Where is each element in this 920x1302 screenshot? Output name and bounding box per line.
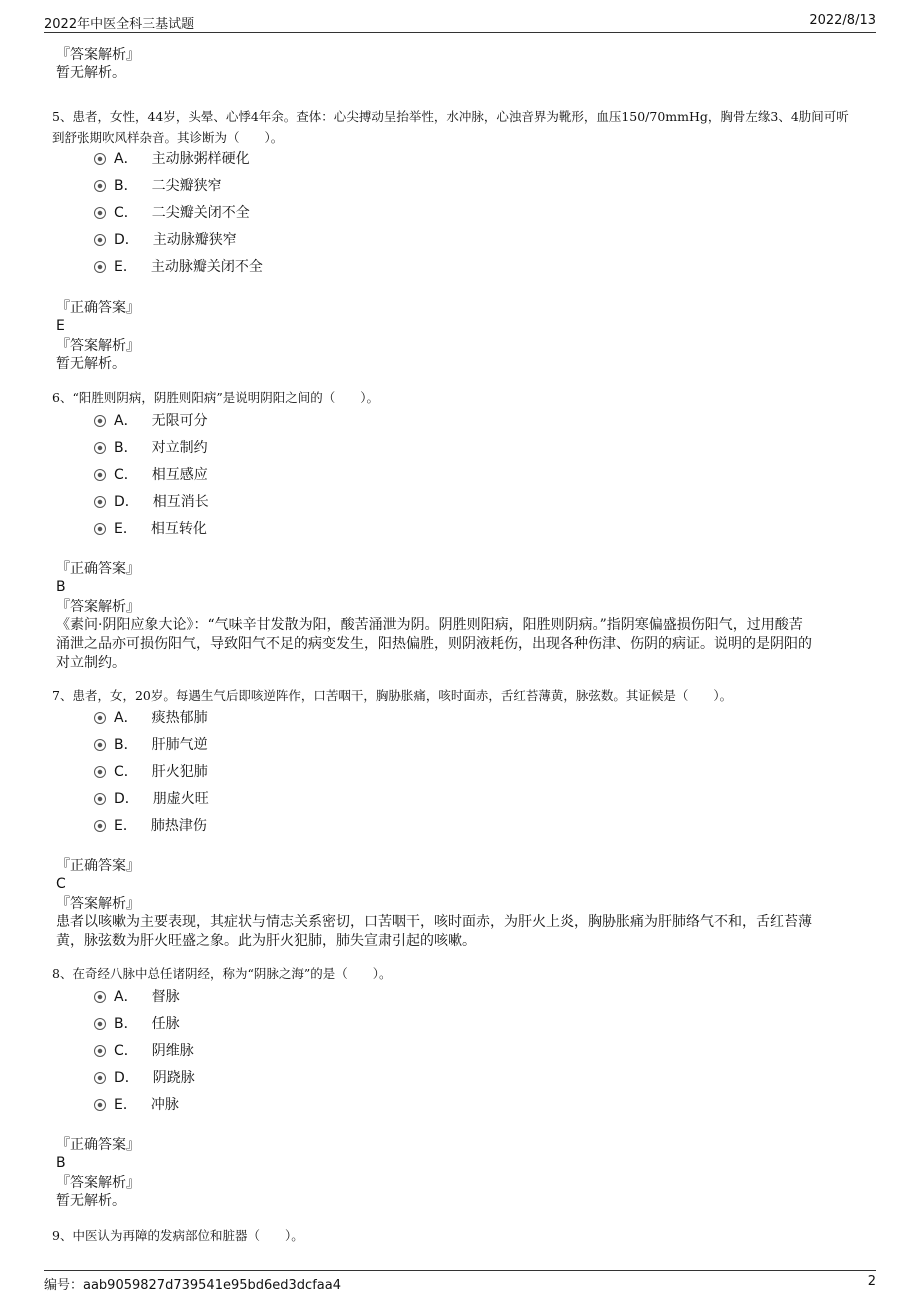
- radio-icon[interactable]: [94, 1099, 106, 1111]
- radio-icon[interactable]: [94, 1018, 106, 1030]
- analysis-text: 暂无解析。: [56, 65, 126, 81]
- option-d[interactable]: D． 相互消长: [94, 493, 209, 511]
- option-c[interactable]: C． 肝火犯肺: [94, 763, 208, 781]
- question-6-stem: 6、“阳胜则阴病，阴胜则阳病”是说明阴阳之间的（ ）。: [52, 390, 379, 405]
- question-7-stem: 7、患者，女，20岁。每遇生气后即咳逆阵作，口苦咽干，胸胁胀痛，咳时面赤，舌红苔薄黄，脉弦数。其证候是（ ）。: [52, 688, 733, 703]
- option-b[interactable]: B． 肝肺气逆: [94, 736, 208, 754]
- document-id: 编号：aab9059827d739541e95bd6ed3dcfaa4: [44, 1278, 341, 1293]
- correct-answer-label: 『正确答案』: [56, 1137, 140, 1153]
- radio-icon[interactable]: [94, 793, 106, 805]
- page-header: [44, 10, 876, 33]
- option-e[interactable]: E． 主动脉瓣关闭不全: [94, 258, 263, 276]
- question-9-stem: 9、中医认为再障的发病部位和脏器（ ）。: [52, 1228, 304, 1243]
- analysis-label: 『答案解析』: [56, 896, 140, 912]
- document-date: 2022/8/13: [809, 13, 876, 28]
- option-c[interactable]: C． 二尖瓣关闭不全: [94, 204, 250, 222]
- correct-answer-label: 『正确答案』: [56, 300, 140, 316]
- correct-answer: C: [56, 876, 66, 892]
- radio-icon[interactable]: [94, 234, 106, 246]
- radio-icon[interactable]: [94, 1072, 106, 1084]
- radio-icon[interactable]: [94, 469, 106, 481]
- question-8-stem: 8、在奇经八脉中总任诸阴经，称为“阴脉之海”的是（ ）。: [52, 966, 392, 981]
- radio-icon[interactable]: [94, 261, 106, 273]
- correct-answer-label: 『正确答案』: [56, 561, 140, 577]
- option-a[interactable]: A． 痰热郁肺: [94, 709, 208, 727]
- analysis-label: 『答案解析』: [56, 338, 140, 354]
- page-footer: [44, 1270, 876, 1293]
- analysis-text: 暂无解析。: [56, 1193, 126, 1209]
- option-e[interactable]: E． 冲脉: [94, 1096, 179, 1114]
- question-stem-line: 5、患者，女性，44岁，头晕、心悸4年余。查体：心尖搏动呈抬举性，水冲脉，心浊音界为靴形，血压150/70mmHg，胸骨左缘3、4肋间可听: [52, 109, 849, 124]
- question-5-stem: [52, 106, 872, 148]
- document-title: 2022年中医全科三基试题: [44, 17, 195, 32]
- radio-icon[interactable]: [94, 766, 106, 778]
- correct-answer-label: 『正确答案』: [56, 858, 140, 874]
- radio-icon[interactable]: [94, 820, 106, 832]
- option-e[interactable]: E． 相互转化: [94, 520, 207, 538]
- correct-answer: B: [56, 579, 66, 595]
- option-a[interactable]: A． 主动脉粥样硬化: [94, 150, 250, 168]
- radio-icon[interactable]: [94, 496, 106, 508]
- radio-icon[interactable]: [94, 1045, 106, 1057]
- radio-icon[interactable]: [94, 180, 106, 192]
- option-d[interactable]: D． 阴跷脉: [94, 1069, 195, 1087]
- radio-icon[interactable]: [94, 153, 106, 165]
- question-stem-line: 到舒张期吹风样杂音。其诊断为（ ）。: [52, 130, 284, 145]
- option-c[interactable]: C． 相互感应: [94, 466, 208, 484]
- analysis-text: 《素问·阴阳应象大论》：“气味辛甘发散为阳，酸苦涌泄为阴。阴胜则阳病，阳胜则阴病。”指阴寒偏盛损伤阳气，过用酸苦 涌泄之品亦可损伤阳气，导致阳气不足的病变发生，阳热偏胜，则阴液耗伤，出现各种伤津、伤阴的病证。说明的是阴阳的 对立制约。: [56, 617, 812, 671]
- radio-icon[interactable]: [94, 712, 106, 724]
- radio-icon[interactable]: [94, 739, 106, 751]
- correct-answer: B: [56, 1155, 66, 1171]
- radio-icon[interactable]: [94, 991, 106, 1003]
- option-d[interactable]: D． 主动脉瓣狭窄: [94, 231, 237, 249]
- radio-icon[interactable]: [94, 415, 106, 427]
- analysis-label: 『答案解析』: [56, 47, 140, 63]
- option-a[interactable]: A． 督脉: [94, 988, 180, 1006]
- option-b[interactable]: B． 对立制约: [94, 439, 208, 457]
- option-b[interactable]: B． 二尖瓣狭窄: [94, 177, 222, 195]
- page-number: 2: [867, 1274, 876, 1289]
- option-a[interactable]: A． 无限可分: [94, 412, 208, 430]
- radio-icon[interactable]: [94, 207, 106, 219]
- option-c[interactable]: C． 阴维脉: [94, 1042, 194, 1060]
- option-d[interactable]: D． 朋虚火旺: [94, 790, 209, 808]
- option-e[interactable]: E． 肺热津伤: [94, 817, 207, 835]
- radio-icon[interactable]: [94, 442, 106, 454]
- analysis-text: 患者以咳嗽为主要表现，其症状与情志关系密切，口苦咽干，咳时面赤，为肝火上炎，胸胁胀痛为肝肺络气不和，舌红苔薄 黄，脉弦数为肝火旺盛之象。此为肝火犯肺，肺失宣肃引起的咳嗽。: [56, 914, 812, 949]
- analysis-text: 暂无解析。: [56, 356, 126, 372]
- correct-answer: E: [56, 318, 65, 334]
- analysis-label: 『答案解析』: [56, 599, 140, 615]
- analysis-label: 『答案解析』: [56, 1175, 140, 1191]
- radio-icon[interactable]: [94, 523, 106, 535]
- option-b[interactable]: B． 任脉: [94, 1015, 180, 1033]
